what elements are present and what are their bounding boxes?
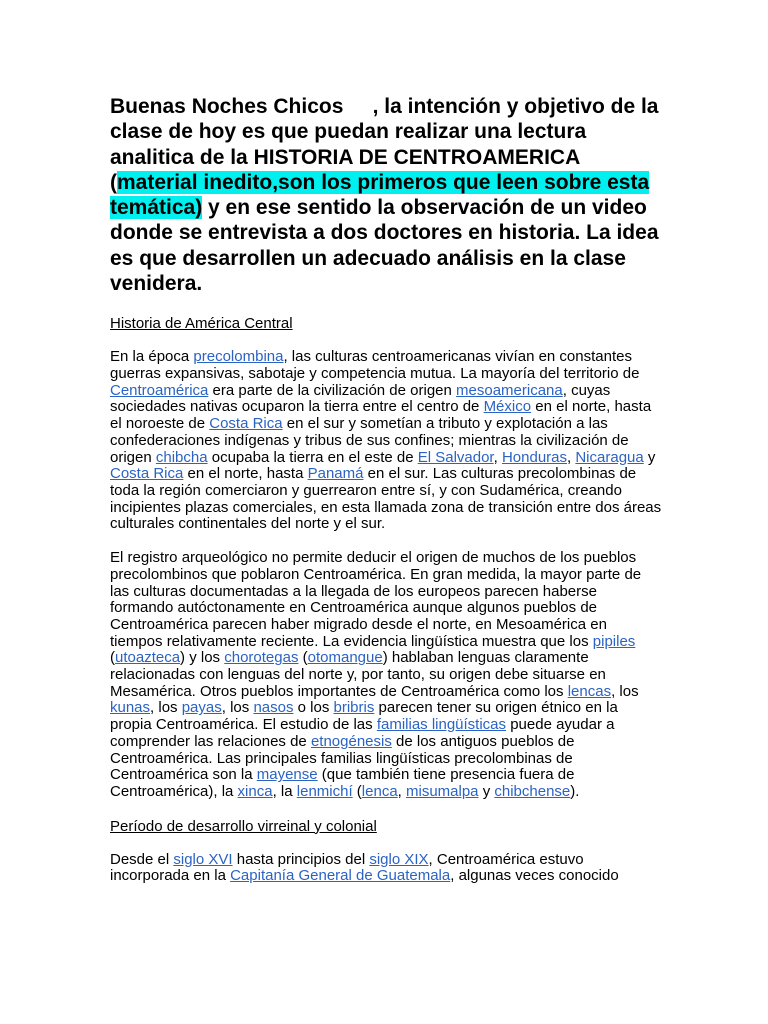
text-run: ( [110,649,115,667]
link-xinca[interactable]: xinca [237,782,273,800]
intro-text-end: y en ese sentido la observación de un video donde se entrevista a dos doctores en historia. La idea es que desarrollen un adecuado análisis en la clase venidera. [110,196,659,296]
greeting-text: Buenas Noches Chicos [110,95,344,118]
link-chorotegas[interactable]: chorotegas [224,649,299,667]
text-run: , [493,448,502,466]
text-run: ) hablaban lenguas claramente relacionadas con lenguas del norte y, por tanto, su origen debe situarse en Mesamérica. Otros pueblos importantes de Centroamérica como los [110,649,606,700]
text-run: , [567,448,576,466]
text-run: En la época [110,348,194,366]
text-run: puede ayudar a comprender las relaciones de [110,716,615,750]
text-run: , la [272,782,297,800]
text-run: de los antiguos pueblos de Centroamérica. Las principales familias lingüísticas precolombinas de Centroamérica son la [110,732,575,784]
link-panama[interactable]: Panamá [307,465,364,483]
text-run: en el sur y sometían a tributo y explotación a las confederaciones indígenas y tribus de sus confines; mientras la civilización de origen [110,415,629,466]
link-utoazteca[interactable]: utoazteca [115,649,181,667]
paragraph-epoca-precolombina [110,349,662,533]
link-pipiles[interactable]: pipiles [592,632,636,650]
link-siglo-xix[interactable]: siglo XIX [369,850,429,868]
text-run: ( [352,782,362,800]
text-run: ocupaba la tierra en el este de [207,448,418,466]
text-run: hasta principios del [232,850,370,868]
link-costa-rica-2[interactable]: Costa Rica [110,465,184,483]
link-el-salvador[interactable]: El Salvador [417,448,494,466]
text-run: El registro arqueológico no permite deducir el origen de muchos de los pueblos precolombinos que poblaron Centroamérica. En gran medida, la mayor parte de las culturas documentadas a la llegada de los europeos parecen haberse formando autóctonamente en Centroamérica aunque algunos pueblos de Centroamérica parecen haber migrado desde el norte, en Mesoamérica en tiempos relativamente reciente. La evidencia lingüística muestra que los [110,549,642,650]
text-run: , algunas veces conocido [450,867,619,885]
link-nicaragua[interactable]: Nicaragua [575,448,644,466]
link-mexico[interactable]: México [483,398,532,416]
text-run: o los [293,699,334,717]
link-lencas[interactable]: lencas [567,682,612,700]
section-heading-periodo-virreinal: Período de desarrollo virreinal y colonial [110,817,377,835]
link-familias-linguisticas[interactable]: familias lingüísticas [376,716,507,734]
link-kunas[interactable]: kunas [110,699,151,717]
text-run: , [397,782,406,800]
text-run: , los [611,682,639,700]
text-run: en el sur. Las culturas precolombinas de toda la región comerciaron y guerrearon entre sí, y con Sudamérica, creando incipientes plazas comerciales, en esta llamada zona de transición entre dos áreas culturales continentales del norte y el sur. [110,465,662,533]
paragraph-registro-arqueologico [110,550,662,801]
highlighted-text: material inedito,son los primeros que leen sobre esta temática) [110,170,650,220]
link-lenmichi[interactable]: lenmichí [296,782,353,800]
link-misumalpa[interactable]: misumalpa [406,782,479,800]
text-run: parecen tener su origen étnico en la propia Centroamérica. El estudio de las [110,699,618,734]
text-run: ( [298,649,308,667]
link-honduras[interactable]: Honduras [501,448,567,466]
link-etnogenesis[interactable]: etnogénesis [310,732,392,750]
link-centroamerica[interactable]: Centroamérica [110,381,209,399]
link-capitania-general-de-guatemala[interactable]: Capitanía General de Guatemala [230,867,451,885]
text-run: y [478,782,495,800]
link-mayense[interactable]: mayense [256,766,318,784]
text-run: , cuyas sociedades nativas ocuparon la tierra entre el centro de [110,381,611,416]
section-heading-historia: Historia de América Central [110,315,293,333]
text-run: , los [150,699,182,717]
text-run: , las culturas centroamericanas vivían en constantes guerras expansivas, sabotaje y competencia mutua. La mayoría del territorio de [110,348,640,383]
text-run: era parte de la civilización de origen [208,381,457,399]
text-run: en el norte, hasta [183,465,308,483]
text-run: , Centroamérica estuvo incorporada en la [110,850,584,885]
text-run: Desde el [110,850,174,868]
link-bribris[interactable]: bribris [333,699,375,717]
document-page [110,94,662,902]
link-payas[interactable]: payas [181,699,222,717]
link-precolombina[interactable]: precolombina [193,348,284,366]
link-otomangue[interactable]: otomangue [307,649,383,667]
text-run: (que también tiene presencia fuera de Centroamérica), la [110,766,575,800]
intro-text: , la intención y objetivo de la clase de hoy es que puedan realizar una lectura analitica de la HISTORIA DE CENTROAMERICA ( [110,95,659,194]
link-nasos[interactable]: nasos [253,699,294,717]
text-run: ) y los [180,649,225,667]
text-run: y [643,448,656,466]
text-run: ). [570,782,580,800]
link-chibcha[interactable]: chibcha [155,448,208,466]
paragraph-siglo-xvi [110,852,662,885]
link-chibchense[interactable]: chibchense [494,782,571,800]
link-costa-rica[interactable]: Costa Rica [209,415,283,433]
link-mesoamericana[interactable]: mesoamericana [456,381,563,399]
link-siglo-xvi[interactable]: siglo XVI [173,850,233,868]
text-run: en el norte, hasta el noroeste de [110,398,652,433]
text-run: , los [221,699,254,717]
intro-paragraph [110,94,662,296]
link-lenca[interactable]: lenca [361,782,398,800]
